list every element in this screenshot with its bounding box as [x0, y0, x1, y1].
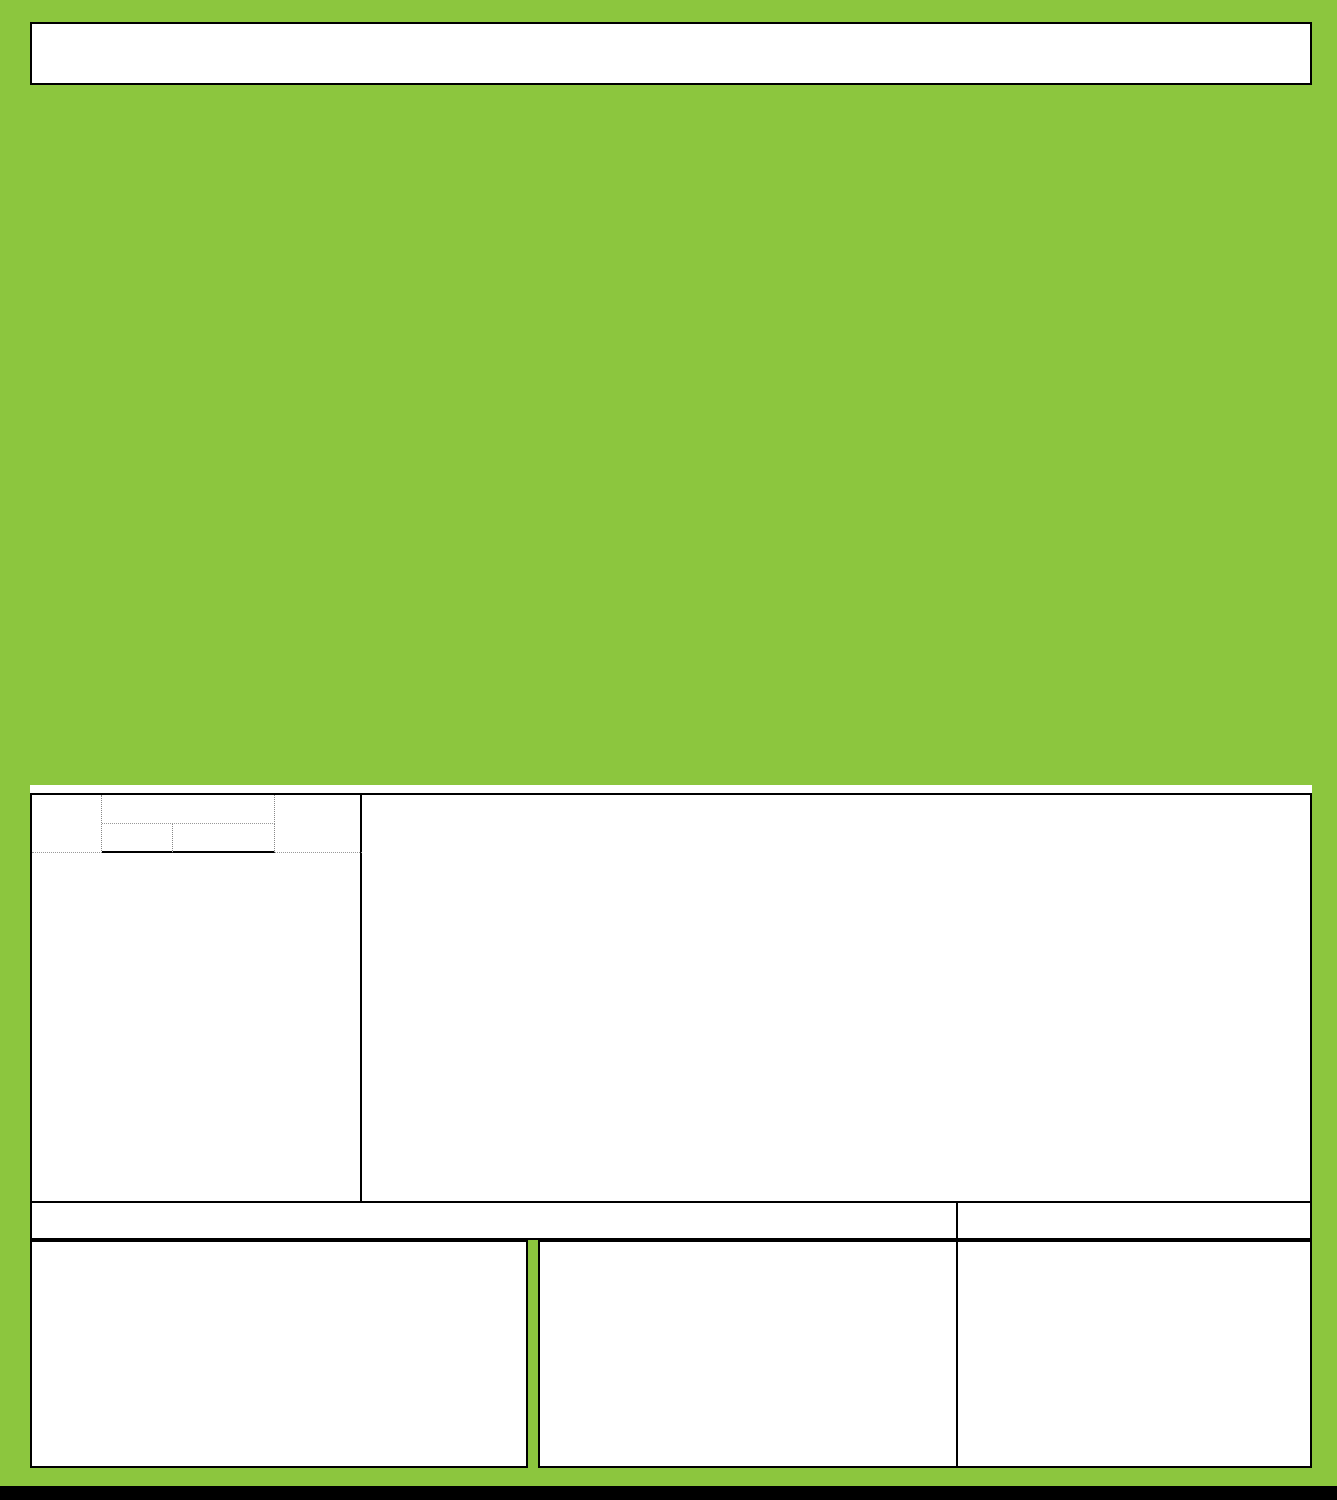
- frequency-bands-table: [362, 795, 1310, 1201]
- grid-gap: [528, 1240, 538, 1468]
- note-text: [30, 1203, 958, 1240]
- zodiac-number-grids: [30, 1240, 1312, 1468]
- zodiac-numbers-left: [30, 1240, 528, 1468]
- zodiac-column-header: [32, 795, 102, 853]
- bottom-section: [30, 1203, 1312, 1468]
- summary-section: [30, 793, 1312, 1203]
- before-change-header: [102, 824, 173, 853]
- zodiac-numbers-right: [538, 1240, 958, 1468]
- after-change-header: [173, 824, 275, 853]
- count-header: [102, 795, 275, 824]
- limits-header: [958, 1203, 1312, 1240]
- content-area: [30, 22, 1312, 1468]
- divider: [30, 785, 1312, 793]
- zodiac-count-table: [32, 795, 362, 1201]
- recent-period-header: [275, 795, 362, 853]
- page-title: [30, 22, 1312, 85]
- note-row: [30, 1203, 1312, 1240]
- limits-table: [958, 1240, 1312, 1468]
- draw-tables: [30, 85, 1312, 785]
- bottom-black-bar: [0, 1486, 1337, 1500]
